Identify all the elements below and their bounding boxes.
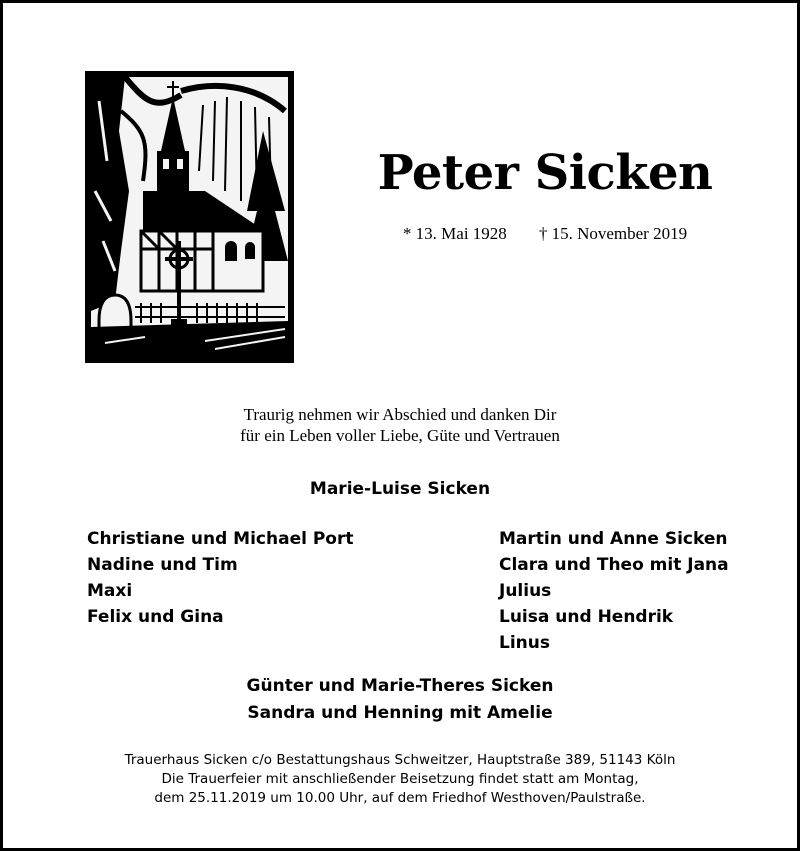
mourners-right-column: [499, 526, 729, 656]
mourner-entry: Christiane und Michael Port: [87, 529, 354, 549]
mourner-entry: Linus: [499, 633, 550, 653]
mourners-left-column: [87, 526, 354, 630]
mourner-entry: Sandra und Henning mit Amelie: [247, 703, 553, 723]
farewell-text: [100, 404, 700, 446]
farewell-line: Traurig nehmen wir Abschied und danken Dir: [243, 405, 557, 424]
farewell-line: für ein Leben voller Liebe, Güte und Vertrauen: [240, 426, 560, 445]
funeral-detail-line: Trauerhaus Sicken c/o Bestattungshaus Schweitzer, Hauptstraße 389, 51143 Köln: [124, 752, 676, 768]
mourner-entry: Nadine und Tim: [87, 555, 238, 575]
mourners-siblings: [100, 673, 700, 727]
deceased-name: Peter Sicken: [377, 145, 713, 201]
mourner-entry: Martin und Anne Sicken: [499, 529, 728, 549]
funeral-detail-line: dem 25.11.2019 um 10.00 Uhr, auf dem Friedhof Westhoven/Paulstraße.: [154, 790, 646, 806]
church-woodcut-image: [85, 71, 294, 363]
death-date: † 15. November 2019: [538, 224, 688, 243]
funeral-detail-line: Die Trauerfeier mit anschließender Beisetzung findet statt am Montag,: [161, 771, 639, 787]
mourner-entry: Julius: [499, 581, 552, 601]
mourner-widow: Marie-Luise Sicken: [309, 479, 491, 499]
mourner-entry: Günter und Marie-Theres Sicken: [246, 676, 554, 696]
mourner-entry: Clara und Theo mit Jana: [499, 555, 729, 575]
mourner-entry: Luisa und Hendrik: [499, 607, 674, 627]
life-dates: [380, 224, 710, 244]
mourner-entry: Maxi: [87, 581, 133, 601]
funeral-details: [40, 751, 760, 808]
mourner-entry: Felix und Gina: [87, 607, 224, 627]
birth-date: * 13. Mai 1928: [402, 224, 507, 243]
